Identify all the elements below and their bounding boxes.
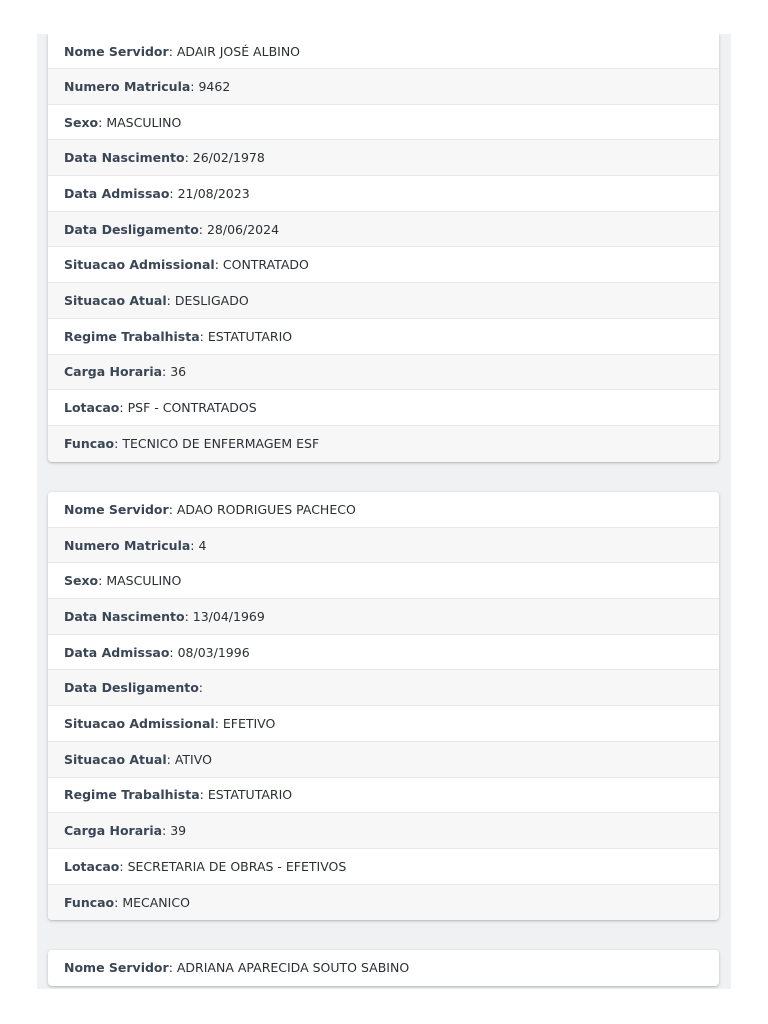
field-lotacao: Lotacao : PSF - CONTRATADOS xyxy=(48,390,719,426)
field-value: 9462 xyxy=(198,78,231,94)
field-value: 13/04/1969 xyxy=(192,608,265,624)
field-label: Data Desligamento xyxy=(64,680,199,696)
field-value: ESTATUTARIO xyxy=(207,787,293,803)
field-label: Situacao Atual xyxy=(64,751,167,767)
field-carga-horaria: Carga Horaria : 39 xyxy=(48,813,719,849)
field-value: 08/03/1996 xyxy=(177,644,250,660)
field-value: ATIVO xyxy=(174,751,212,767)
field-value: 36 xyxy=(170,364,187,380)
field-label: Data Admissao xyxy=(64,644,170,660)
field-value: MASCULINO xyxy=(106,114,182,130)
field-label: Sexo xyxy=(64,573,99,589)
field-label: Numero Matricula xyxy=(64,537,191,553)
field-label: Funcao xyxy=(64,894,115,910)
field-value: CONTRATADO xyxy=(222,257,309,273)
field-value: MECANICO xyxy=(122,894,190,910)
field-label: Nome Servidor xyxy=(64,960,169,976)
field-sexo: Sexo : MASCULINO xyxy=(48,105,719,141)
field-numero-matricula: Numero Matricula : 4 xyxy=(48,528,719,564)
field-carga-horaria: Carga Horaria : 36 xyxy=(48,355,719,391)
field-label: Carga Horaria xyxy=(64,823,163,839)
field-value: ESTATUTARIO xyxy=(207,328,293,344)
field-value: 26/02/1978 xyxy=(192,150,265,166)
field-data-admissao: Data Admissao : 21/08/2023 xyxy=(48,176,719,212)
field-data-desligamento: Data Desligamento : 28/06/2024 xyxy=(48,212,719,248)
field-label: Lotacao xyxy=(64,400,120,416)
field-label: Nome Servidor xyxy=(64,43,169,59)
field-value: 28/06/2024 xyxy=(206,221,280,237)
field-value: 21/08/2023 xyxy=(177,185,250,201)
field-sexo: Sexo : MASCULINO xyxy=(48,563,719,599)
field-label: Situacao Admissional xyxy=(64,715,215,731)
field-value: DESLIGADO xyxy=(174,292,249,308)
field-label: Carga Horaria xyxy=(64,364,163,380)
field-regime-trabalhista: Regime Trabalhista : ESTATUTARIO xyxy=(48,778,719,814)
field-value: TECNICO DE ENFERMAGEM ESF xyxy=(122,436,320,452)
field-label: Numero Matricula xyxy=(64,78,191,94)
field-nome-servidor: Nome Servidor : ADAO RODRIGUES PACHECO xyxy=(48,492,719,528)
field-label: Data Nascimento xyxy=(64,150,185,166)
field-label: Data Nascimento xyxy=(64,608,185,624)
field-funcao: Funcao : TECNICO DE ENFERMAGEM ESF xyxy=(48,426,719,462)
field-label: Sexo xyxy=(64,114,99,130)
field-label: Regime Trabalhista xyxy=(64,328,200,344)
field-label: Funcao xyxy=(64,436,115,452)
record-card xyxy=(48,492,719,920)
field-value: ADRIANA APARECIDA SOUTO SABINO xyxy=(176,960,410,976)
field-label: Data Admissao xyxy=(64,185,170,201)
field-lotacao: Lotacao : SECRETARIA DE OBRAS - EFETIVOS xyxy=(48,849,719,885)
field-data-nascimento: Data Nascimento : 13/04/1969 xyxy=(48,599,719,635)
field-value: ADAO RODRIGUES PACHECO xyxy=(176,501,356,517)
field-nome-servidor: Nome Servidor : ADRIANA APARECIDA SOUTO SABINO xyxy=(64,960,410,976)
field-label: Lotacao xyxy=(64,858,120,874)
field-data-nascimento: Data Nascimento : 26/02/1978 xyxy=(48,140,719,176)
field-label: Situacao Admissional xyxy=(64,257,215,273)
field-value: PSF - CONTRATADOS xyxy=(127,400,257,416)
field-label: Situacao Atual xyxy=(64,292,167,308)
field-label: Data Desligamento xyxy=(64,221,199,237)
field-situacao-admissional: Situacao Admissional : EFETIVO xyxy=(48,706,719,742)
field-data-desligamento: Data Desligamento : xyxy=(48,670,719,706)
field-value: 39 xyxy=(170,823,187,839)
field-label: Regime Trabalhista xyxy=(64,787,200,803)
record-card xyxy=(48,34,719,462)
field-regime-trabalhista: Regime Trabalhista : ESTATUTARIO xyxy=(48,319,719,355)
field-value: SECRETARIA DE OBRAS - EFETIVOS xyxy=(127,858,347,874)
field-nome-servidor: Nome Servidor : ADAIR JOSÉ ALBINO xyxy=(48,34,719,69)
field-funcao: Funcao : MECANICO xyxy=(48,885,719,921)
field-value: EFETIVO xyxy=(222,715,276,731)
field-numero-matricula: Numero Matricula : 9462 xyxy=(48,69,719,105)
field-value: ADAIR JOSÉ ALBINO xyxy=(176,43,301,59)
field-situacao-admissional: Situacao Admissional : CONTRATADO xyxy=(48,247,719,283)
field-data-admissao: Data Admissao : 08/03/1996 xyxy=(48,635,719,671)
field-label: Nome Servidor xyxy=(64,501,169,517)
records-panel xyxy=(37,34,731,989)
record-card xyxy=(48,950,719,986)
field-value: 4 xyxy=(198,537,207,553)
field-situacao-atual: Situacao Atual : DESLIGADO xyxy=(48,283,719,319)
field-situacao-atual: Situacao Atual : ATIVO xyxy=(48,742,719,778)
field-value: MASCULINO xyxy=(106,573,182,589)
